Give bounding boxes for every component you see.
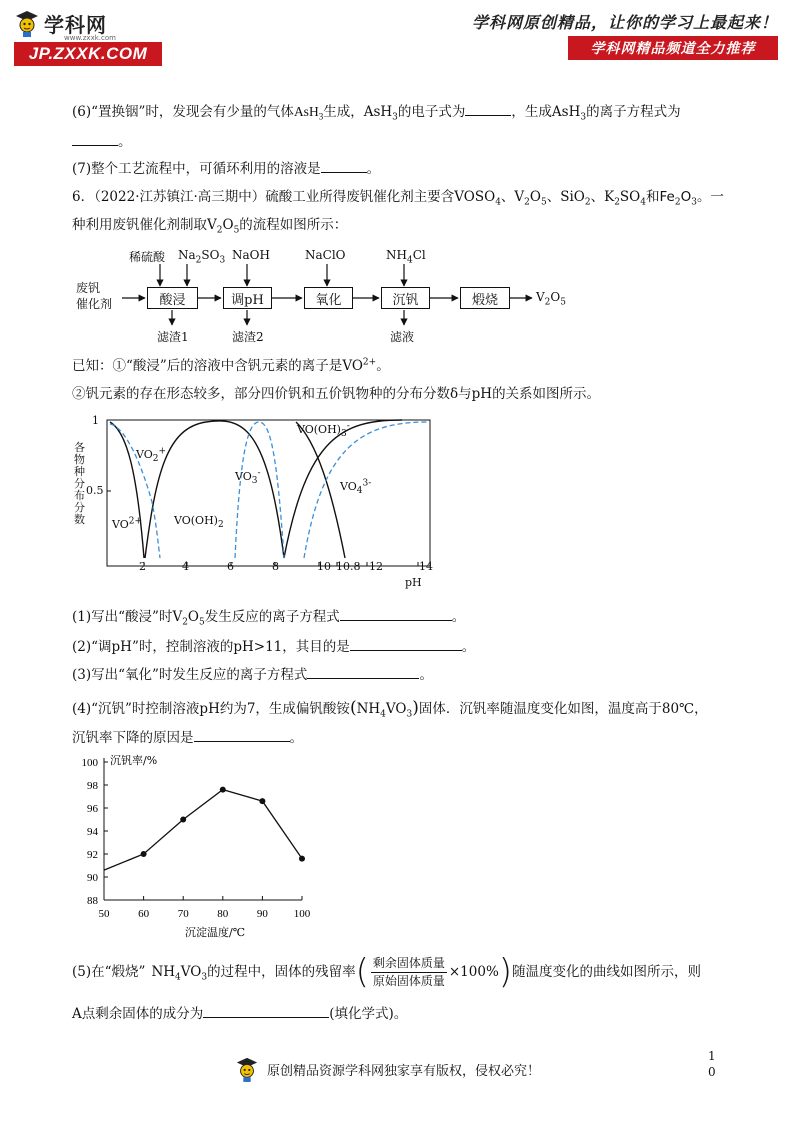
y-tick-label: 100 bbox=[81, 757, 98, 769]
question-5-line-2: A点剩余固体的成分为 (填化学式)。 bbox=[72, 1003, 407, 1024]
x-axis-label: 沉淀温度/℃ bbox=[184, 926, 246, 939]
x-tick: 14 bbox=[419, 560, 433, 573]
filtrate-label: 滤液 bbox=[390, 330, 415, 344]
answer-blank[interactable] bbox=[465, 101, 511, 116]
label-vo-2plus: $VO^{2+}$ bbox=[112, 516, 143, 531]
logo-text: 学科网 bbox=[44, 12, 107, 37]
data-point bbox=[259, 798, 265, 804]
distribution-y-label: 各物种分布分数 bbox=[74, 441, 85, 526]
question-2: (2)“调pH”时，控制溶液的pH>11，其目的是 。 bbox=[72, 636, 475, 657]
data-point bbox=[299, 856, 305, 862]
mascot-icon bbox=[235, 1055, 259, 1083]
item-6-line: (6)“置换铟”时，发现会有少量的气体AsH$_3$生成，AsH$_3$的电子式为 ，生成AsH$_3$的离子方程式为 bbox=[72, 101, 681, 122]
x-tick: 6 bbox=[227, 560, 234, 573]
question-3: (3)写出“氧化”时发生反应的离子方程式 。 bbox=[72, 664, 433, 685]
y-tick-label: 98 bbox=[87, 780, 98, 792]
x-tick-label: 60 bbox=[138, 908, 150, 920]
rate-series-line bbox=[104, 790, 302, 871]
x-tick: 10 bbox=[317, 560, 331, 573]
x-tick-label: 80 bbox=[217, 908, 229, 920]
answer-blank[interactable] bbox=[340, 606, 452, 621]
flow-step-acid-leach: 酸浸 bbox=[147, 287, 198, 309]
item-7-line: (7)整个工艺流程中，可循环利用的溶液是 。 bbox=[72, 158, 380, 179]
x-tick: 4 bbox=[182, 560, 189, 573]
reagent-nh4cl: $NH_4Cl$ bbox=[386, 248, 426, 266]
logo-url: JP.ZXXK.COM bbox=[14, 42, 162, 66]
flow-input-label: 废钒 催化剂 bbox=[76, 281, 113, 311]
x-axis-label: pH bbox=[405, 576, 422, 589]
y-tick-label: 88 bbox=[87, 895, 98, 907]
reagent-naclo: NaClO bbox=[305, 248, 346, 262]
question-4: (4)“沉钒”时控制溶液pH约为7，生成偏钒酸铵$(NH_4VO_3)$固体．沉钒率随温度变化如图，温度高于80℃， bbox=[72, 698, 708, 720]
x-tick-label: 90 bbox=[256, 908, 268, 920]
x-tick-label: 50 bbox=[98, 908, 110, 920]
answer-blank[interactable] bbox=[72, 131, 118, 146]
data-point bbox=[141, 851, 147, 857]
label-vo3-minus: $VO_3^-$ bbox=[235, 468, 261, 487]
flow-step-precipitate: 沉钒 bbox=[381, 287, 430, 309]
x-tick: 2 bbox=[139, 560, 146, 573]
precipitation-rate-chart bbox=[72, 750, 332, 945]
mascot-icon bbox=[14, 8, 40, 38]
label-vooh2: $VO(OH)_2$ bbox=[174, 514, 224, 531]
process-flow-diagram bbox=[72, 242, 592, 352]
y-axis-label: 沉钒率/% bbox=[110, 754, 158, 767]
y-tick-0-5: 0.5 bbox=[86, 484, 104, 497]
question-4-line-2: 沉钒率下降的原因是 。 bbox=[72, 727, 303, 748]
x-tick-label: 100 bbox=[293, 908, 311, 920]
reagent-naoh: NaOH bbox=[232, 248, 270, 262]
x-tick-label: 70 bbox=[177, 908, 189, 920]
y-tick-label: 90 bbox=[87, 872, 98, 884]
footer-copyright: 原创精品资源学科网独家享有版权，侵权必究！ bbox=[235, 1055, 540, 1083]
known-fact-1: 已知：①“酸浸”后的溶液中含钒元素的离子是$VO^{2+}$。 bbox=[72, 357, 390, 374]
answer-blank[interactable] bbox=[350, 636, 462, 651]
site-logo[interactable] bbox=[14, 8, 164, 68]
residue-ratio-fraction: $\frac{\text{剩余固体质量}}{\text{原始固体质量}}$ bbox=[372, 955, 445, 988]
flow-step-adjust-ph: 调pH bbox=[223, 287, 272, 309]
y-tick-label: 94 bbox=[87, 826, 98, 838]
distribution-plot bbox=[72, 412, 442, 592]
x-tick: 10.8 bbox=[336, 560, 361, 573]
question-1: (1)写出“酸浸”时$V_2O_5$发生反应的离子方程式 。 bbox=[72, 606, 465, 627]
question-6-stem-1: 6．（2022·江苏镇江·高三期中）硫酸工业所得废钒催化剂主要含$VOSO_4$、$V_2O_5$、SiO$_2$、$K_2SO_4$和$Fe_2O_3$。一 bbox=[72, 189, 724, 208]
item-6-line-2: 。 bbox=[72, 131, 132, 152]
product-v2o5: $V_2O_5$ bbox=[536, 290, 566, 308]
rate-plot bbox=[72, 750, 332, 945]
label-vo4-3minus: $VO_4^{3-}$ bbox=[340, 478, 372, 497]
x-tick: 8 bbox=[272, 560, 279, 573]
answer-blank[interactable] bbox=[203, 1003, 329, 1018]
flow-step-oxidize: 氧化 bbox=[304, 287, 353, 309]
question-5: (5)在“煅烧” $NH_4VO_3$ 的过程中，固体的残留率 ( $\frac{\text{剩余固体质量}}{\text{原始固体质量}}$ ×100% ) 随温度变化的曲线如图所示，则 bbox=[72, 952, 702, 992]
y-tick-label: 92 bbox=[87, 849, 98, 861]
header-banner[interactable]: 学科网精品频道全力推荐 bbox=[568, 36, 778, 60]
flow-step-calcine: 煅烧 bbox=[460, 287, 510, 309]
page-number: 1 0 bbox=[708, 1049, 716, 1079]
header-slogan: 学科网原创精品，让你的学习上最起来！ bbox=[471, 13, 778, 32]
answer-blank[interactable] bbox=[321, 158, 367, 173]
reagent-dilute-sulfuric-acid: 稀硫酸 bbox=[129, 250, 166, 264]
label-vo2-plus: $VO_2^+$ bbox=[136, 446, 167, 465]
residue-2-label: 滤渣2 bbox=[232, 330, 264, 344]
residue-1-label: 滤渣1 bbox=[157, 330, 189, 344]
known-fact-2: ②钒元素的存在形态较多，部分四价钒和五价钒物种的分布分数δ与pH的关系如图所示。 bbox=[72, 386, 601, 402]
answer-blank[interactable] bbox=[194, 727, 290, 742]
label-vooh3-minus: $VO(OH)_3^-$ bbox=[297, 421, 350, 440]
answer-blank[interactable] bbox=[307, 664, 419, 679]
y-tick-label: 96 bbox=[87, 803, 98, 815]
y-tick-1: 1 bbox=[92, 414, 99, 427]
species-distribution-chart bbox=[72, 412, 442, 592]
data-point bbox=[180, 817, 186, 823]
reagent-na2so3: $Na_2SO_3$ bbox=[178, 248, 226, 266]
data-point bbox=[220, 787, 226, 793]
question-6-stem-2: 种利用废钒催化剂制取$V_2O_5$的流程如图所示： bbox=[72, 217, 348, 236]
logo-subtext: www.zxxk.com bbox=[64, 34, 116, 42]
x-tick: 12 bbox=[369, 560, 383, 573]
